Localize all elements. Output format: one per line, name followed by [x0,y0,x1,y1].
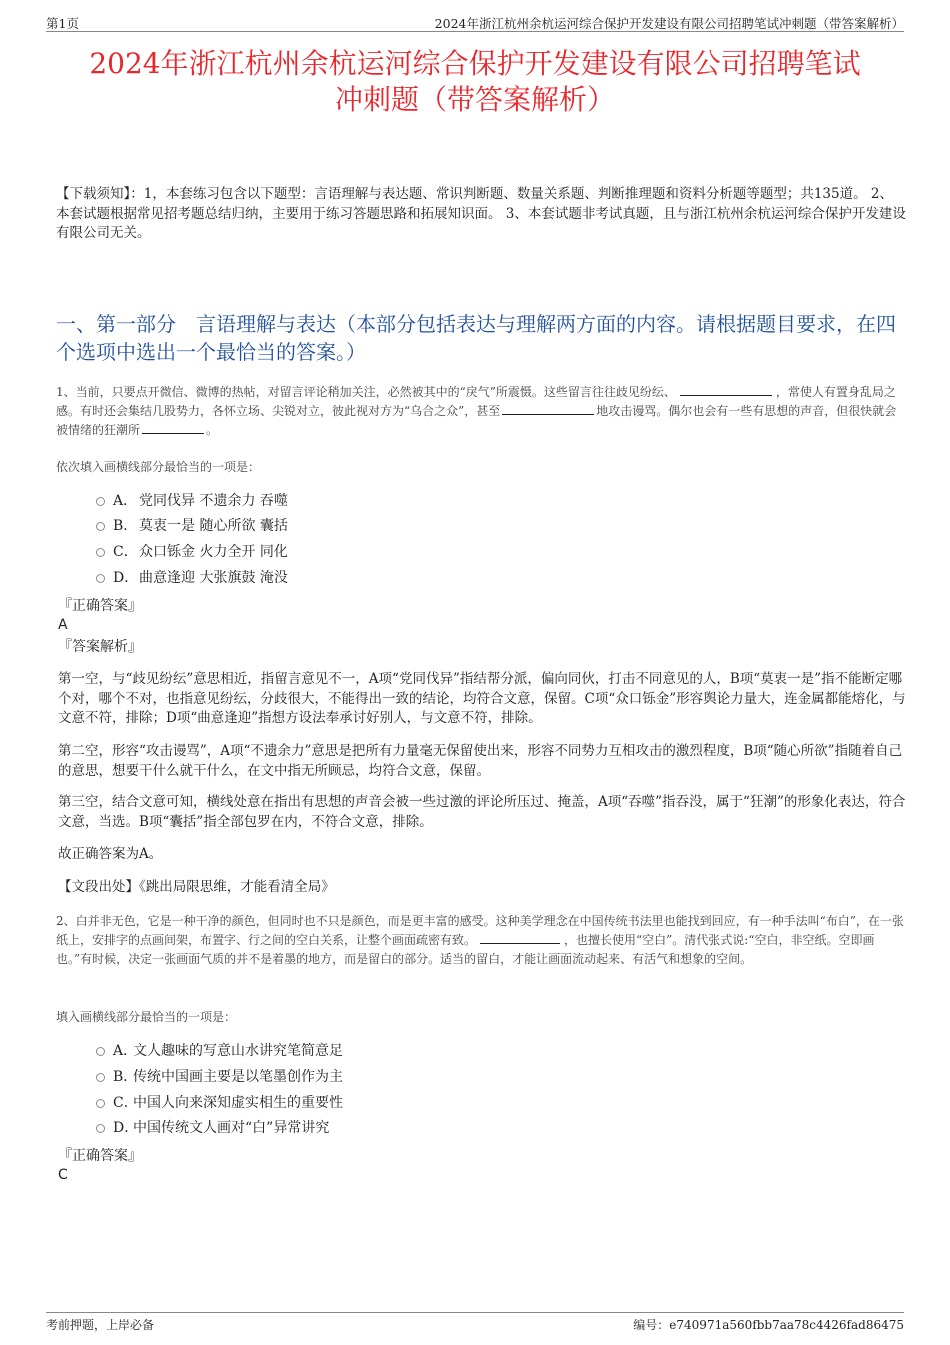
footer-serial: 编号：e740971a560fbb7aa78c4426fad86475 [633,1318,904,1332]
question-2-stem [56,912,906,969]
q1-conclusion: 故正确答案为A。 [58,846,163,862]
page-footer [46,1312,904,1332]
q1-analysis-label: 『答案解析』 [58,639,142,655]
radio-icon[interactable] [96,1099,105,1108]
q1-source: 【文段出处】《跳出局限思维，才能看清全局》 [58,879,335,895]
q2-option-d[interactable]: D．中国传统文人画对“白”异常讲究 [96,1118,329,1138]
radio-icon[interactable] [96,1047,105,1056]
q2-option-b[interactable]: B．传统中国画主要是以笔墨创作为主 [96,1067,343,1087]
radio-icon[interactable] [96,497,105,506]
q1-analysis-para-2: 第二空，形容“攻击谩骂”，A项“不遗余力”意思是把所有力量毫无保留使出来，形容不同势力互相攻击的激烈程度，B项“随心所欲”指随着自己的意思，想要干什么就干什么，在文中指无所顾忌，均符合文意，保留。 [58,743,903,779]
q2-prompt: 填入画横线部分最恰当的一项是： [56,1010,237,1024]
q1-text-3: 地攻击谩骂。偶尔也会有一些有思想的声音，但很快就会被情绪的狂潮所 [56,404,897,437]
download-notice: 【下载须知】：1，本套练习包含以下题型：言语理解与表达题、常识判断题、数量关系题、判断推理题和资料分析题等题型；共135道。 2、本套试题根据常见招考题总结归纳，主要用于练习答题思路和拓展知识面。 3、本套试题非考试真题，且与浙江杭州余杭运河综合保护开发建设有限公司无关。 [56,186,906,241]
page-header [46,12,904,32]
title-line-1: 2024年浙江杭州余杭运河综合保护开发建设有限公司招聘笔试 [89,47,861,80]
radio-icon[interactable] [96,574,105,583]
q2-answer: C [58,1167,68,1183]
q1-prompt: 依次填入画横线部分最恰当的一项是： [56,460,261,474]
q1-answer-label: 『正确答案』 [58,598,142,614]
q2-answer-label: 『正确答案』 [58,1148,142,1164]
title-line-2: 冲刺题（带答案解析） [334,83,615,116]
q2-option-a[interactable]: A．文人趣味的写意山水讲究笔简意足 [96,1041,343,1061]
radio-icon[interactable] [96,1124,105,1133]
radio-icon[interactable] [96,548,105,557]
q1-answer: A [58,617,68,633]
document-title [40,46,910,118]
section-heading: 一、第一部分 言语理解与表达（本部分包括表达与理解两方面的内容。请根据题目要求，在四个选项中选出一个最恰当的答案。） [56,312,896,364]
q1-blank-2 [502,403,594,415]
page-number: 第1页 [46,16,79,31]
footer-slogan: 考前押题，上岸必备 [46,1318,155,1332]
q1-option-b[interactable]: B． 莫衷一是 随心所欲 囊括 [96,516,288,536]
q2-blank-1 [480,932,560,944]
q1-text-1: 1、当前，只要点开微信、微博的热帖，对留言评论稍加关注，必然被其中的“戾气”所震慑。这些留言往往歧见纷纭、 [56,385,676,399]
q2-option-c[interactable]: C．中国人向来深知虚实相生的重要性 [96,1093,343,1113]
q1-text-4: 。 [206,423,219,437]
q2-text-1: 2、白并非无色，它是一种干净的颜色，但同时也不只是颜色，而是更丰富的感受。这种美学理念在中国传统书法里也能找到回应，有一种手法叫“布白”，在一张纸上，安排字的点画间架，布置字、行之间的空白关系，让整个画面疏密有致。 [56,914,904,947]
question-1-stem [56,383,906,440]
q1-analysis-para-3: 第三空，结合文意可知，横线处意在指出有思想的声音会被一些过激的评论所压过、掩盖，A项“吞噬”指吞没，属于“狂潮”的形象化表达，符合文意，当选。B项“囊括”指全部包罗在内，不符合文意，排除。 [58,794,906,830]
q1-text-2: ，常使人有置身乱局之感。有时还会集结几股势力，各怀立场、尖锐对立，彼此视对方为“乌合之众”，甚至 [56,385,896,418]
radio-icon[interactable] [96,522,105,531]
q1-analysis-para-1: 第一空，与“歧见纷纭”意思相近，指留言意见不一，A项“党同伐异”指结帮分派，偏向同伙，打击不同意见的人，B项“莫衷一是”指不能断定哪个对，哪个不对，也指意见纷纭，分歧很大，不能得出一致的结论，均符合文意，保留。C项“众口铄金”形容舆论力量大，连金属都能熔化，与文意不符，排除；D项“曲意逢迎”指想方设法奉承讨好别人，与文意不符，排除。 [58,671,906,726]
q1-blank-1 [680,384,772,396]
header-doc-title: 2024年浙江杭州余杭运河综合保护开发建设有限公司招聘笔试冲刺题（带答案解析） [434,16,904,31]
q1-option-d[interactable]: D．曲意逢迎 大张旗鼓 淹没 [96,568,288,588]
q1-blank-3 [142,422,204,434]
q1-option-c[interactable]: C．众口铄金 火力全开 同化 [96,542,288,562]
q1-option-a[interactable]: A． 党同伐异 不遗余力 吞噬 [96,491,288,511]
q2-text-2: ，也擅长使用“空白”。清代张式说:“空白，非空纸。空即画也。”有时候，决定一张画面气质的并不是着墨的地方，而是留白的部分。适当的留白，才能让画面流动起来、有活气和想象的空间。 [56,933,875,966]
radio-icon[interactable] [96,1073,105,1082]
